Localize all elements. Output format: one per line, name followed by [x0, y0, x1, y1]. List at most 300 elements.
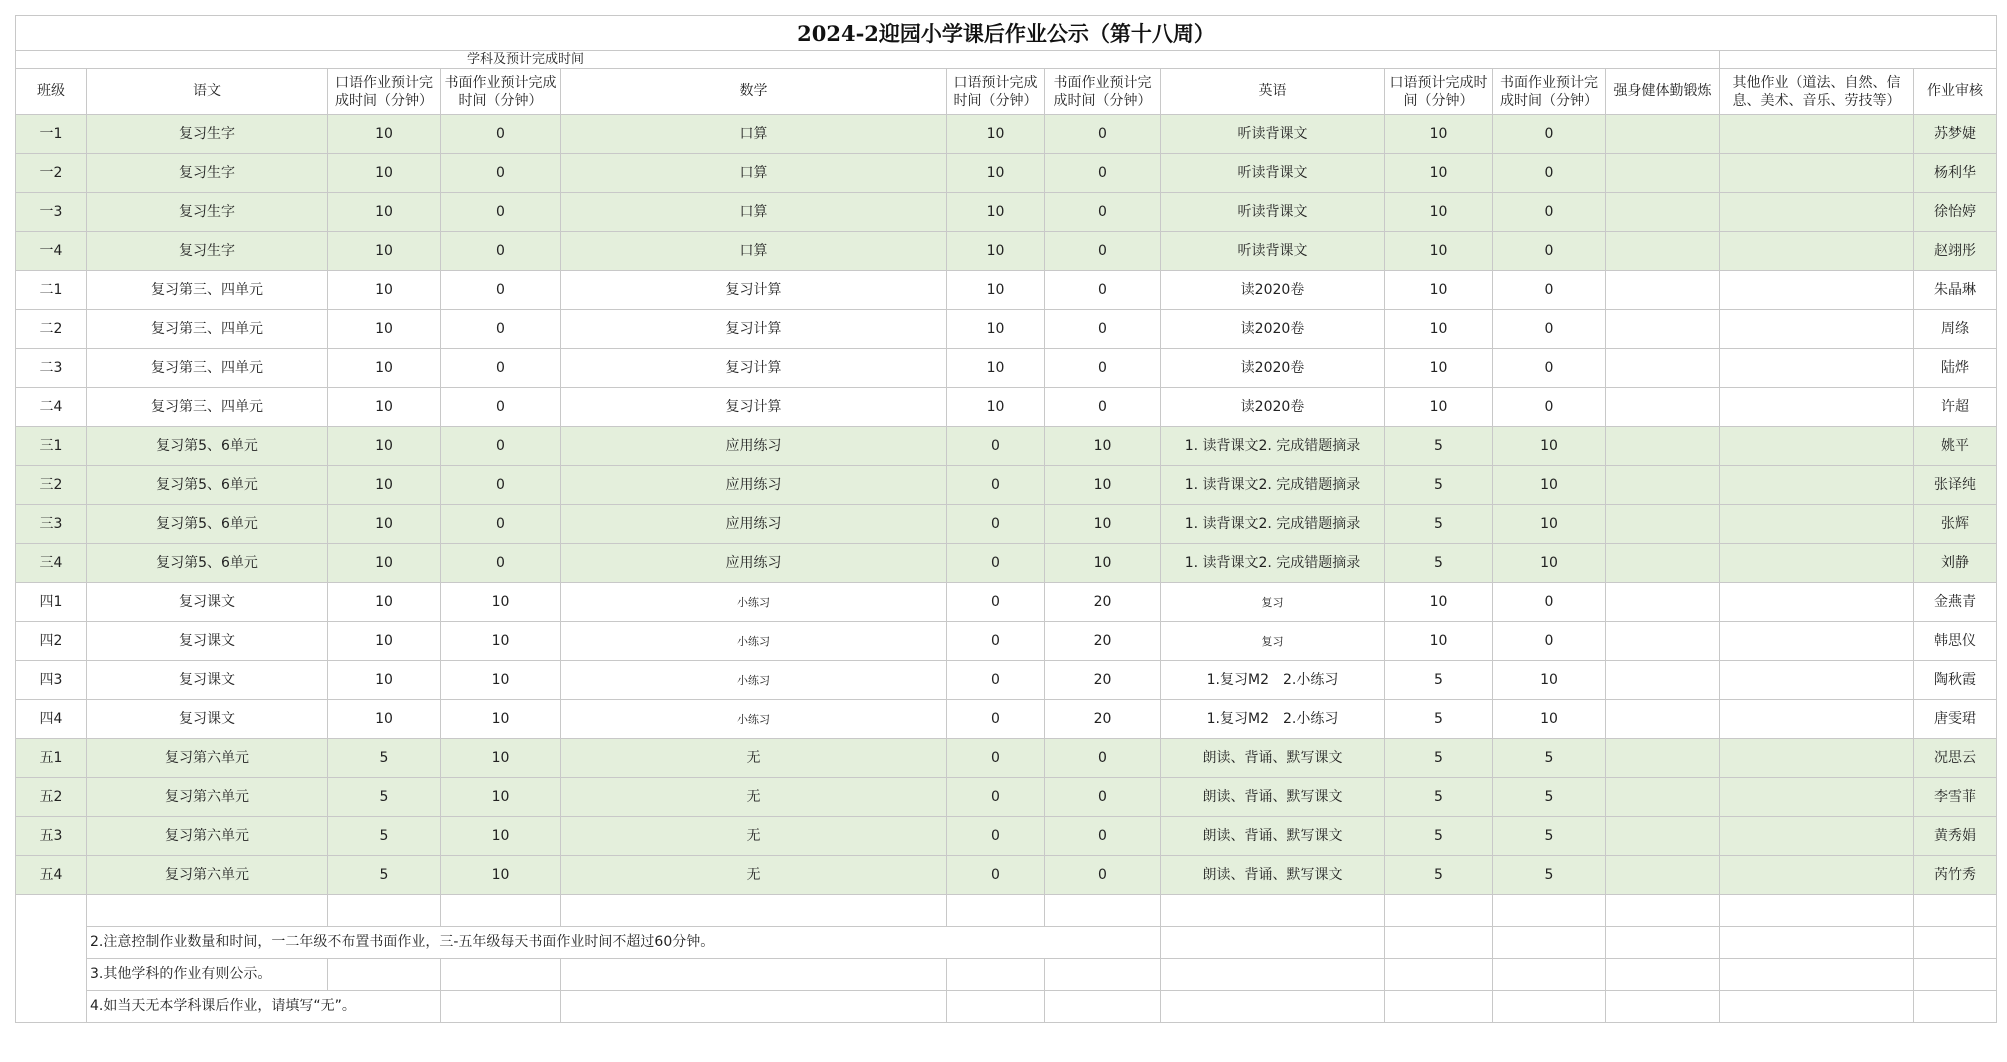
english-written-cell: 0 [1493, 193, 1606, 232]
english-cell: 朗读、背诵、默写课文 [1161, 778, 1385, 817]
math-oral-cell: 10 [947, 193, 1045, 232]
note-row [16, 959, 1997, 991]
math-oral-cell: 10 [947, 310, 1045, 349]
english-oral-cell: 5 [1385, 661, 1493, 700]
english-oral-cell: 5 [1385, 700, 1493, 739]
math-cell: 口算 [561, 193, 947, 232]
english-oral-cell: 10 [1385, 193, 1493, 232]
table-row [16, 505, 1997, 544]
chinese-cell: 复习第三、四单元 [87, 271, 328, 310]
empty-cell [16, 991, 87, 1023]
other-homework-cell [1720, 661, 1914, 700]
exercise-cell [1606, 739, 1720, 778]
english-written-cell: 10 [1493, 466, 1606, 505]
homework-table [15, 15, 1997, 1023]
chinese-cell: 复习第六单元 [87, 856, 328, 895]
math-cell: 复习计算 [561, 271, 947, 310]
reviewer-cell: 张译纯 [1914, 466, 1997, 505]
chinese-cell: 复习第三、四单元 [87, 310, 328, 349]
math-cell: 无 [561, 817, 947, 856]
table-row [16, 739, 1997, 778]
header-english-oral-time: 口语预计完成时间（分钟） [1385, 69, 1493, 115]
empty-cell [1914, 959, 1997, 991]
math-written-cell: 0 [1045, 310, 1161, 349]
english-oral-cell: 10 [1385, 271, 1493, 310]
english-cell: 听读背课文 [1161, 193, 1385, 232]
english-cell: 1. 读背课文2. 完成错题摘录 [1161, 427, 1385, 466]
chinese-written-cell: 10 [441, 739, 561, 778]
math-written-cell: 0 [1045, 115, 1161, 154]
empty-cell [947, 991, 1045, 1023]
class-cell: 五3 [16, 817, 87, 856]
empty-cell [16, 51, 87, 69]
math-cell: 口算 [561, 115, 947, 154]
table-row [16, 778, 1997, 817]
other-homework-cell [1720, 739, 1914, 778]
english-oral-cell: 10 [1385, 310, 1493, 349]
reviewer-cell: 黄秀娟 [1914, 817, 1997, 856]
math-written-cell: 0 [1045, 388, 1161, 427]
class-cell: 三2 [16, 466, 87, 505]
chinese-written-cell: 0 [441, 232, 561, 271]
math-written-cell: 0 [1045, 349, 1161, 388]
empty-cell [1720, 927, 1914, 959]
math-written-cell: 0 [1045, 154, 1161, 193]
math-written-cell: 0 [1045, 856, 1161, 895]
class-cell: 二4 [16, 388, 87, 427]
math-oral-cell: 10 [947, 232, 1045, 271]
math-written-cell: 0 [1045, 739, 1161, 778]
math-written-cell: 20 [1045, 622, 1161, 661]
empty-cell [1385, 927, 1493, 959]
chinese-oral-cell: 10 [328, 154, 441, 193]
empty-cell [1385, 959, 1493, 991]
header-exercise: 强身健体勤锻炼 [1606, 69, 1720, 115]
math-written-cell: 20 [1045, 700, 1161, 739]
chinese-written-cell: 0 [441, 154, 561, 193]
subtitle: 学科及预计完成时间 [87, 51, 1720, 69]
english-written-cell: 0 [1493, 622, 1606, 661]
math-written-cell: 20 [1045, 583, 1161, 622]
chinese-written-cell: 0 [441, 193, 561, 232]
empty-cell [1606, 895, 1720, 927]
empty-cell [16, 895, 87, 927]
english-written-cell: 0 [1493, 115, 1606, 154]
math-oral-cell: 10 [947, 115, 1045, 154]
chinese-cell: 复习生字 [87, 115, 328, 154]
empty-cell [1045, 895, 1161, 927]
other-homework-cell [1720, 349, 1914, 388]
chinese-written-cell: 10 [441, 700, 561, 739]
empty-cell [561, 959, 947, 991]
exercise-cell [1606, 544, 1720, 583]
reviewer-cell: 苏梦婕 [1914, 115, 1997, 154]
english-written-cell: 0 [1493, 349, 1606, 388]
chinese-written-cell: 10 [441, 622, 561, 661]
math-oral-cell: 0 [947, 778, 1045, 817]
table-row [16, 115, 1997, 154]
math-oral-cell: 10 [947, 388, 1045, 427]
math-cell: 小练习 [561, 622, 947, 661]
reviewer-cell: 况思云 [1914, 739, 1997, 778]
english-oral-cell: 5 [1385, 505, 1493, 544]
reviewer-cell: 姚平 [1914, 427, 1997, 466]
english-written-cell: 0 [1493, 388, 1606, 427]
empty-cell [16, 959, 87, 991]
chinese-oral-cell: 10 [328, 310, 441, 349]
header-math: 数学 [561, 69, 947, 115]
other-homework-cell [1720, 115, 1914, 154]
math-cell: 口算 [561, 232, 947, 271]
header-chinese: 语文 [87, 69, 328, 115]
math-oral-cell: 10 [947, 271, 1045, 310]
empty-cell [1161, 927, 1385, 959]
chinese-oral-cell: 10 [328, 232, 441, 271]
note-row [16, 927, 1997, 959]
table-row [16, 661, 1997, 700]
empty-cell [1720, 895, 1914, 927]
empty-cell [1720, 991, 1914, 1023]
english-oral-cell: 5 [1385, 739, 1493, 778]
class-cell: 二1 [16, 271, 87, 310]
table-row [16, 817, 1997, 856]
english-written-cell: 5 [1493, 778, 1606, 817]
empty-cell [1914, 927, 1997, 959]
empty-cell [441, 895, 561, 927]
note-text: 4.如当天无本学科课后作业，请填写“无”。 [87, 991, 441, 1023]
other-homework-cell [1720, 193, 1914, 232]
math-written-cell: 0 [1045, 778, 1161, 817]
empty-cell [947, 959, 1045, 991]
empty-cell [561, 895, 947, 927]
exercise-cell [1606, 778, 1720, 817]
english-oral-cell: 5 [1385, 817, 1493, 856]
english-written-cell: 5 [1493, 817, 1606, 856]
english-written-cell: 10 [1493, 544, 1606, 583]
other-homework-cell [1720, 232, 1914, 271]
chinese-written-cell: 10 [441, 583, 561, 622]
table-row [16, 856, 1997, 895]
chinese-cell: 复习第5、6单元 [87, 505, 328, 544]
empty-cell [1914, 991, 1997, 1023]
table-row [16, 544, 1997, 583]
class-cell: 三1 [16, 427, 87, 466]
empty-cell [1045, 991, 1161, 1023]
class-cell: 三4 [16, 544, 87, 583]
header-other-homework: 其他作业（道法、自然、信息、美术、音乐、劳技等） [1720, 69, 1914, 115]
empty-cell [328, 959, 441, 991]
reviewer-cell: 芮竹秀 [1914, 856, 1997, 895]
empty-cell [87, 895, 328, 927]
english-cell: 朗读、背诵、默写课文 [1161, 817, 1385, 856]
exercise-cell [1606, 817, 1720, 856]
table-row [16, 700, 1997, 739]
math-written-cell: 10 [1045, 544, 1161, 583]
english-written-cell: 0 [1493, 583, 1606, 622]
class-cell: 一3 [16, 193, 87, 232]
table-row [16, 388, 1997, 427]
exercise-cell [1606, 349, 1720, 388]
table-row [16, 466, 1997, 505]
math-cell: 复习计算 [561, 388, 947, 427]
math-oral-cell: 0 [947, 739, 1045, 778]
reviewer-cell: 唐雯珺 [1914, 700, 1997, 739]
math-written-cell: 0 [1045, 817, 1161, 856]
english-written-cell: 10 [1493, 427, 1606, 466]
math-cell: 口算 [561, 154, 947, 193]
chinese-oral-cell: 10 [328, 349, 441, 388]
other-homework-cell [1720, 700, 1914, 739]
class-cell: 一1 [16, 115, 87, 154]
exercise-cell [1606, 232, 1720, 271]
empty-cell [1606, 991, 1720, 1023]
chinese-oral-cell: 10 [328, 544, 441, 583]
empty-cell [1385, 991, 1493, 1023]
class-cell: 四3 [16, 661, 87, 700]
header-english-written-time: 书面作业预计完成时间（分钟） [1493, 69, 1606, 115]
english-oral-cell: 5 [1385, 466, 1493, 505]
math-oral-cell: 0 [947, 544, 1045, 583]
chinese-cell: 复习第5、6单元 [87, 466, 328, 505]
class-cell: 五1 [16, 739, 87, 778]
note-row [16, 991, 1997, 1023]
reviewer-cell: 金燕青 [1914, 583, 1997, 622]
class-cell: 五4 [16, 856, 87, 895]
table-row [16, 232, 1997, 271]
empty-cell [1720, 51, 1914, 69]
math-written-cell: 10 [1045, 505, 1161, 544]
reviewer-cell: 韩思仪 [1914, 622, 1997, 661]
math-cell: 应用练习 [561, 505, 947, 544]
math-oral-cell: 0 [947, 466, 1045, 505]
chinese-oral-cell: 5 [328, 778, 441, 817]
chinese-cell: 复习课文 [87, 700, 328, 739]
empty-cell [1385, 895, 1493, 927]
class-cell: 四1 [16, 583, 87, 622]
other-homework-cell [1720, 817, 1914, 856]
math-written-cell: 20 [1045, 661, 1161, 700]
math-oral-cell: 0 [947, 583, 1045, 622]
class-cell: 二2 [16, 310, 87, 349]
other-homework-cell [1720, 544, 1914, 583]
math-cell: 小练习 [561, 661, 947, 700]
english-oral-cell: 5 [1385, 856, 1493, 895]
chinese-oral-cell: 10 [328, 583, 441, 622]
empty-cell [1493, 991, 1606, 1023]
english-cell: 复习 [1161, 622, 1385, 661]
table-row [16, 622, 1997, 661]
english-written-cell: 0 [1493, 310, 1606, 349]
math-oral-cell: 0 [947, 427, 1045, 466]
english-oral-cell: 5 [1385, 778, 1493, 817]
math-oral-cell: 0 [947, 661, 1045, 700]
reviewer-cell: 徐怡婷 [1914, 193, 1997, 232]
empty-cell [441, 959, 561, 991]
other-homework-cell [1720, 778, 1914, 817]
english-oral-cell: 10 [1385, 232, 1493, 271]
empty-cell [1493, 927, 1606, 959]
math-cell: 应用练习 [561, 427, 947, 466]
english-cell: 1.复习M2 2.小练习 [1161, 661, 1385, 700]
exercise-cell [1606, 856, 1720, 895]
exercise-cell [1606, 661, 1720, 700]
english-cell: 听读背课文 [1161, 232, 1385, 271]
chinese-written-cell: 10 [441, 661, 561, 700]
other-homework-cell [1720, 154, 1914, 193]
other-homework-cell [1720, 583, 1914, 622]
other-homework-cell [1720, 388, 1914, 427]
math-cell: 无 [561, 856, 947, 895]
reviewer-cell: 张辉 [1914, 505, 1997, 544]
header-math-oral-time: 口语预计完成时间（分钟） [947, 69, 1045, 115]
exercise-cell [1606, 154, 1720, 193]
other-homework-cell [1720, 466, 1914, 505]
english-written-cell: 0 [1493, 271, 1606, 310]
english-oral-cell: 10 [1385, 349, 1493, 388]
english-written-cell: 5 [1493, 856, 1606, 895]
chinese-written-cell: 0 [441, 271, 561, 310]
math-written-cell: 0 [1045, 271, 1161, 310]
chinese-oral-cell: 10 [328, 622, 441, 661]
english-cell: 1. 读背课文2. 完成错题摘录 [1161, 466, 1385, 505]
english-cell: 1.复习M2 2.小练习 [1161, 700, 1385, 739]
reviewer-cell: 陶秋霞 [1914, 661, 1997, 700]
exercise-cell [1606, 115, 1720, 154]
chinese-oral-cell: 10 [328, 505, 441, 544]
english-cell: 听读背课文 [1161, 154, 1385, 193]
class-cell: 二3 [16, 349, 87, 388]
reviewer-cell: 李雪菲 [1914, 778, 1997, 817]
math-oral-cell: 0 [947, 700, 1045, 739]
other-homework-cell [1720, 505, 1914, 544]
reviewer-cell: 刘静 [1914, 544, 1997, 583]
math-cell: 无 [561, 778, 947, 817]
chinese-written-cell: 0 [441, 544, 561, 583]
empty-cell [1914, 895, 1997, 927]
header-reviewer: 作业审核 [1914, 69, 1997, 115]
empty-cell [561, 991, 947, 1023]
header-english: 英语 [1161, 69, 1385, 115]
math-written-cell: 10 [1045, 466, 1161, 505]
english-oral-cell: 10 [1385, 622, 1493, 661]
chinese-written-cell: 10 [441, 817, 561, 856]
math-cell: 应用练习 [561, 466, 947, 505]
blank-row [16, 895, 1997, 927]
math-written-cell: 0 [1045, 232, 1161, 271]
math-written-cell: 0 [1045, 193, 1161, 232]
table-row [16, 271, 1997, 310]
chinese-written-cell: 0 [441, 427, 561, 466]
chinese-cell: 复习第三、四单元 [87, 349, 328, 388]
empty-cell [1720, 959, 1914, 991]
english-cell: 读2020卷 [1161, 388, 1385, 427]
chinese-oral-cell: 10 [328, 271, 441, 310]
other-homework-cell [1720, 310, 1914, 349]
chinese-oral-cell: 10 [328, 466, 441, 505]
chinese-oral-cell: 10 [328, 700, 441, 739]
header-chinese-oral-time: 口语作业预计完成时间（分钟） [328, 69, 441, 115]
math-cell: 复习计算 [561, 310, 947, 349]
reviewer-cell: 许超 [1914, 388, 1997, 427]
english-cell: 读2020卷 [1161, 349, 1385, 388]
empty-cell [1045, 959, 1161, 991]
exercise-cell [1606, 505, 1720, 544]
math-cell: 复习计算 [561, 349, 947, 388]
class-cell: 一2 [16, 154, 87, 193]
math-oral-cell: 0 [947, 817, 1045, 856]
exercise-cell [1606, 193, 1720, 232]
other-homework-cell [1720, 271, 1914, 310]
chinese-written-cell: 0 [441, 349, 561, 388]
header-class: 班级 [16, 69, 87, 115]
chinese-oral-cell: 10 [328, 115, 441, 154]
english-cell: 读2020卷 [1161, 271, 1385, 310]
english-written-cell: 0 [1493, 232, 1606, 271]
chinese-written-cell: 0 [441, 388, 561, 427]
english-cell: 1. 读背课文2. 完成错题摘录 [1161, 505, 1385, 544]
chinese-oral-cell: 10 [328, 427, 441, 466]
empty-cell [1914, 51, 1997, 69]
reviewer-cell: 周绦 [1914, 310, 1997, 349]
empty-cell [441, 991, 561, 1023]
english-written-cell: 10 [1493, 661, 1606, 700]
chinese-cell: 复习第六单元 [87, 817, 328, 856]
empty-cell [1161, 991, 1385, 1023]
exercise-cell [1606, 583, 1720, 622]
table-row [16, 154, 1997, 193]
chinese-written-cell: 0 [441, 115, 561, 154]
exercise-cell [1606, 700, 1720, 739]
empty-cell [1161, 959, 1385, 991]
chinese-written-cell: 10 [441, 778, 561, 817]
chinese-cell: 复习生字 [87, 193, 328, 232]
table-row [16, 310, 1997, 349]
class-cell: 三3 [16, 505, 87, 544]
chinese-oral-cell: 5 [328, 856, 441, 895]
chinese-cell: 复习生字 [87, 154, 328, 193]
chinese-written-cell: 0 [441, 466, 561, 505]
chinese-oral-cell: 10 [328, 661, 441, 700]
reviewer-cell: 杨利华 [1914, 154, 1997, 193]
math-cell: 小练习 [561, 700, 947, 739]
english-oral-cell: 10 [1385, 154, 1493, 193]
class-cell: 五2 [16, 778, 87, 817]
exercise-cell [1606, 388, 1720, 427]
reviewer-cell: 朱晶琳 [1914, 271, 1997, 310]
english-written-cell: 10 [1493, 505, 1606, 544]
class-cell: 一4 [16, 232, 87, 271]
math-cell: 无 [561, 739, 947, 778]
page-title: 2024-2迎园小学课后作业公示（第十八周） [16, 16, 1997, 51]
other-homework-cell [1720, 856, 1914, 895]
table-row [16, 583, 1997, 622]
english-oral-cell: 10 [1385, 115, 1493, 154]
class-cell: 四4 [16, 700, 87, 739]
empty-cell [1606, 959, 1720, 991]
header-chinese-written-time: 书面作业预计完成时间（分钟） [441, 69, 561, 115]
table-row [16, 427, 1997, 466]
english-oral-cell: 10 [1385, 583, 1493, 622]
math-cell: 应用练习 [561, 544, 947, 583]
english-cell: 读2020卷 [1161, 310, 1385, 349]
table-row [16, 193, 1997, 232]
empty-cell [328, 895, 441, 927]
math-oral-cell: 0 [947, 856, 1045, 895]
empty-cell [1493, 895, 1606, 927]
empty-cell [1606, 927, 1720, 959]
chinese-cell: 复习第六单元 [87, 739, 328, 778]
english-cell: 朗读、背诵、默写课文 [1161, 739, 1385, 778]
